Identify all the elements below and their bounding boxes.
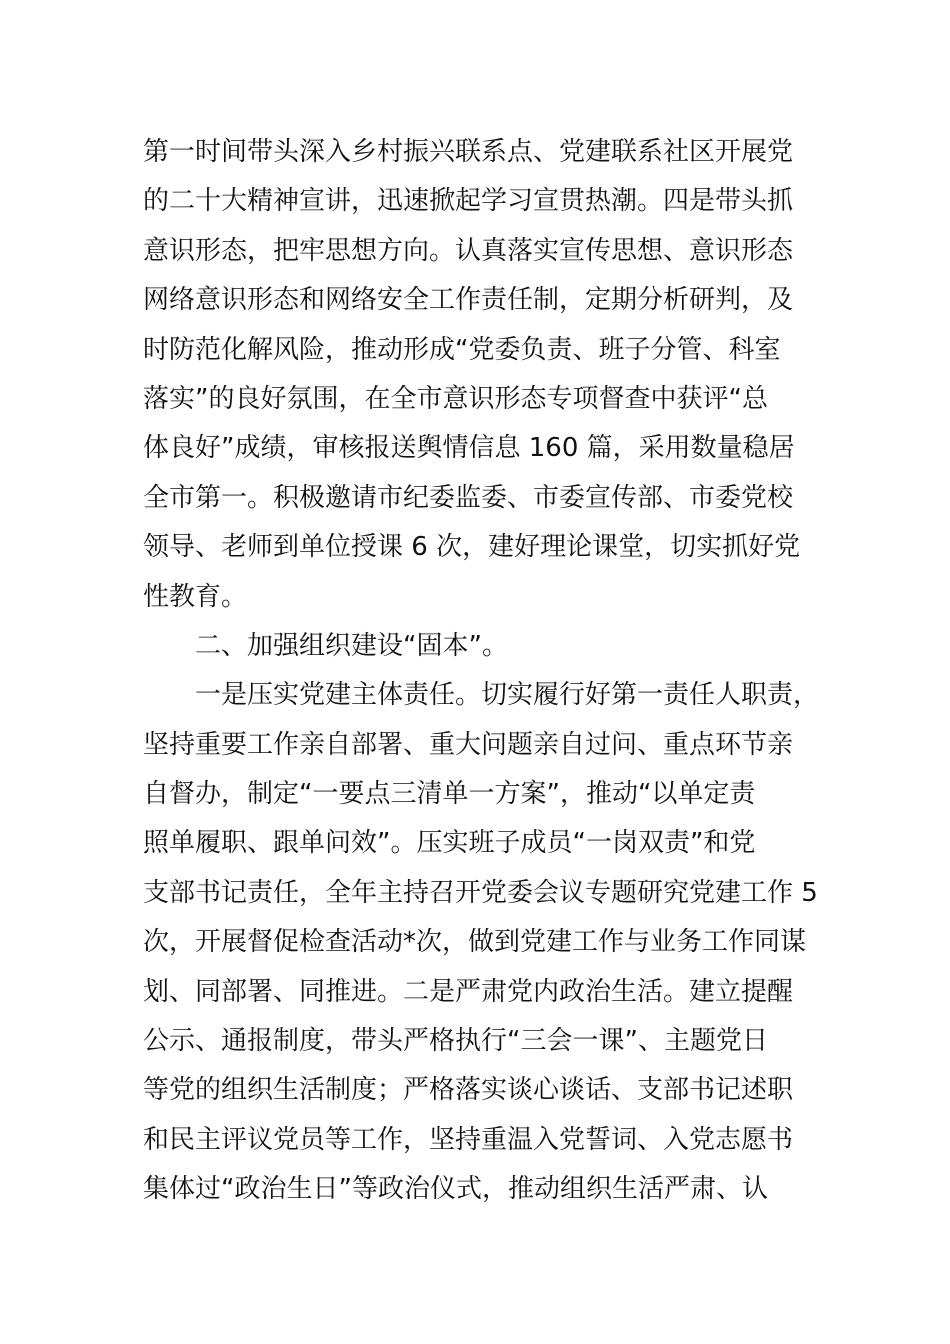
- text-line: 等党的组织生活制度；严格落实谈心谈话、支部书记述职: [143, 1075, 794, 1106]
- text-line: 划、同部署、同推进。二是严肃党内政治生活。建立提醒: [143, 976, 794, 1007]
- text-line: 时防范化解风险，推动形成“党委负责、班子分管、科室: [143, 334, 781, 365]
- text-line: 次，开展督促检查活动*次，做到党建工作与业务工作同谋: [143, 927, 807, 958]
- paragraph-first-line: 一是压实党建主体责任。切实履行好第一责任人职责，: [195, 680, 820, 711]
- text-line: 和民主评议党员等工作，坚持重温入党誓词、入党志愿书: [143, 1124, 794, 1155]
- text-line: 体良好”成绩，审核报送舆情信息 160 篇，采用数量稳居: [143, 433, 795, 464]
- text-line: 坚持重要工作亲自部署、重大问题亲自过问、重点环节亲: [143, 729, 794, 760]
- text-line: 支部书记责任，全年主持召开党委会议专题研究党建工作 5: [143, 877, 818, 908]
- text-line: 集体过“政治生日”等政治仪式，推动组织生活严肃、认: [143, 1174, 768, 1205]
- text-line: 第一时间带头深入乡村振兴联系点、党建联系社区开展党: [143, 137, 794, 167]
- text-line: 自督办，制定“一要点三清单一方案”，推动“以单定责: [143, 779, 756, 810]
- section-heading: 二、加强组织建设“固本”。: [195, 630, 508, 661]
- text-line: 性教育。: [143, 581, 248, 612]
- text-line: 的二十大精神宣讲，迅速掀起学习宣贯热潮。四是带头抓: [143, 186, 794, 217]
- text-line: 领导、老师到单位授课 6 次，建好理论课堂，切实抓好党: [143, 532, 801, 563]
- text-line: 公示、通报制度，带头严格执行“三会一课”、主题党日: [143, 1026, 768, 1057]
- body-text: [143, 128, 843, 1215]
- text-line: 照单履职、跟单问效”。压实班子成员“一岗双责”和党: [143, 828, 756, 859]
- text-line: 落实”的良好氛围，在全市意识形态专项督查中获评“总: [143, 383, 768, 414]
- text-line: 全市第一。积极邀请市纪委监委、市委宣传部、市委党校: [143, 482, 794, 513]
- text-line: 意识形态，把牢思想方向。认真落实宣传思想、意识形态: [143, 235, 794, 266]
- text-line: 网络意识形态和网络安全工作责任制，定期分析研判，及: [143, 285, 794, 316]
